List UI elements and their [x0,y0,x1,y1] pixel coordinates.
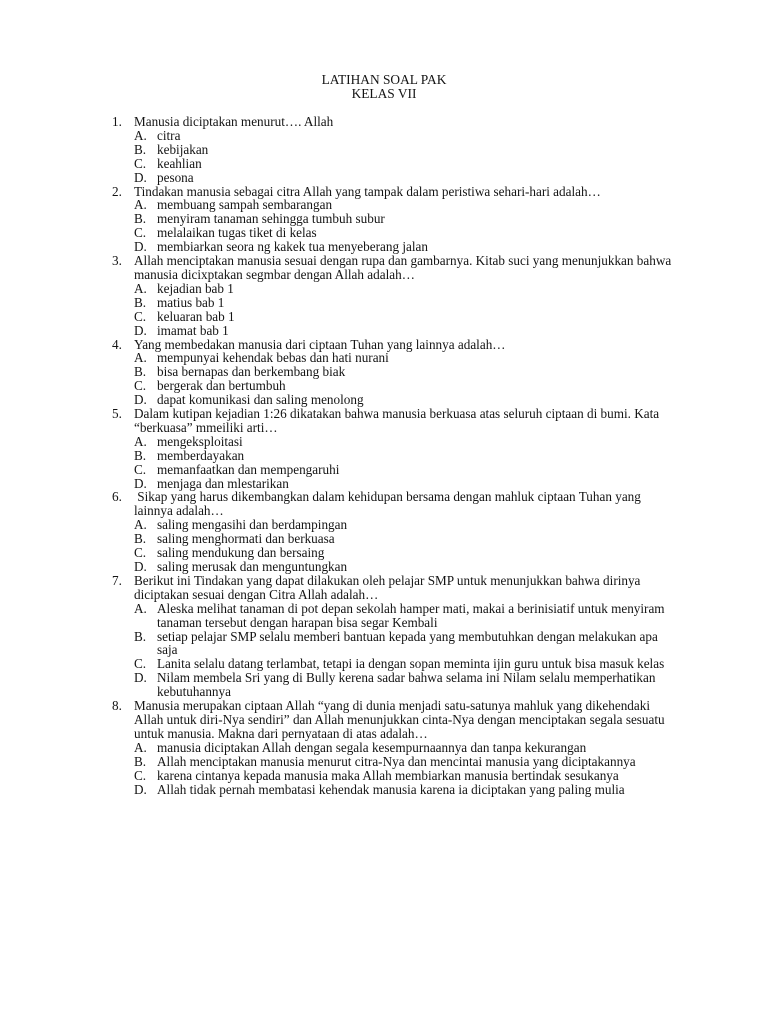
document-subtitle: KELAS VII [351,86,417,101]
option-c [134,546,672,560]
question-text: Tindakan manusia sebagai citra Allah yang tampak dalam peristiwa sehari-hari adalah… [134,183,601,199]
question-number: 8. [112,698,122,714]
option-text: citra [157,127,181,143]
option-letter: D. [134,239,147,255]
option-letter: D. [134,670,147,686]
question-text: Sikap yang harus dikembangkan dalam kehidupan bersama dengan mahluk ciptaan Tuhan yang lainnya adalah… [134,489,645,519]
option-letter: D. [134,322,147,338]
option-a [134,518,672,532]
option-text: keluaran bab 1 [157,308,235,324]
option-text: dapat komunikasi dan saling menolong [157,392,364,408]
question-text: Allah menciptakan manusia sesuai dengan rupa dan gambarnya. Kitab suci yang menunjukkan bahwa manusia dicixptakan segmbar dengan Allah adalah… [134,253,672,282]
option-letter: C. [134,225,147,241]
option-letter: B. [134,211,147,227]
option-a [134,198,672,212]
option-b [134,755,672,769]
option-a [134,741,672,755]
option-letter: B. [134,447,147,463]
option-letter: B. [134,753,147,769]
option-d [134,171,672,185]
option-text: memanfaatkan dan mempengaruhi [157,461,340,477]
question-2 [112,185,672,255]
option-c [134,310,672,324]
option-letter: B. [134,364,147,380]
question-text: Dalam kutipan kejadian 1:26 dikatakan bahwa manusia berkuasa atas seluruh ciptaan di bumi. Kata “berkuasa” mmeiliki arti… [134,406,660,435]
question-3 [112,254,672,337]
question-number: 6. [112,489,122,505]
option-b [134,212,672,226]
question-1 [112,115,672,185]
option-text: saling mendukung dan bersaing [157,545,325,561]
question-number: 2. [112,183,122,199]
option-text: melalaikan tugas tiket di kelas [157,225,317,241]
option-text: setiap pelajar SMP selalu memberi bantuan kepada yang membutuhkan dengan melakukan apa saja [157,628,658,658]
option-c [134,379,672,393]
option-letter: D. [134,781,147,797]
option-text: Allah tidak pernah membatasi kehendak manusia karena ia diciptakan yang paling mulia [157,781,625,797]
option-letter: D. [134,475,147,491]
option-letter: B. [134,628,147,644]
option-text: membuang sampah sembarangan [157,197,333,213]
option-letter: A. [134,433,147,449]
question-text: Yang membedakan manusia dari ciptaan Tuhan yang lainnya adalah… [134,336,506,352]
option-a [134,435,672,449]
option-text: kejadian bab 1 [157,280,234,296]
option-text: memberdayakan [157,447,245,463]
option-text: imamat bab 1 [157,322,229,338]
question-number: 4. [112,336,122,352]
option-d [134,324,672,338]
option-text: mempunyai kehendak bebas dan hati nurani [157,350,389,366]
option-b [134,365,672,379]
option-d [134,393,672,407]
option-letter: B. [134,141,147,157]
question-7 [112,574,672,699]
option-d [134,477,672,491]
option-d [134,240,672,254]
option-text: keahlian [157,155,202,171]
question-number: 5. [112,406,122,422]
option-text: bergerak dan bertumbuh [157,378,286,394]
option-d [134,671,672,699]
option-letter: B. [134,531,147,547]
question-text: Berikut ini Tindakan yang dapat dilakukan oleh pelajar SMP untuk menunjukkan bahwa dirinya diciptakan sesuai dengan Citra Allah adalah… [134,572,641,602]
option-b [134,296,672,310]
option-letter: C. [134,767,147,783]
question-5 [112,407,672,490]
option-c [134,226,672,240]
question-list [112,115,672,796]
option-letter: A. [134,600,147,616]
option-letter: A. [134,739,147,755]
option-letter: D. [134,169,147,185]
option-b [134,532,672,546]
option-d [134,783,672,797]
option-text: karena cintanya kepada manusia maka Allah membiarkan manusia bertindak sesukanya [157,767,619,783]
option-a [134,282,672,296]
option-text: saling menghormati dan berkuasa [157,531,335,547]
question-text: Manusia diciptakan menurut…. Allah [134,114,334,129]
option-letter: A. [134,517,147,533]
option-text: menyiram tanaman sehingga tumbuh subur [157,211,385,227]
option-letter: C. [134,656,147,672]
option-letter: D. [134,559,147,574]
option-letter: C. [134,155,147,171]
question-6 [112,490,672,573]
option-a [134,129,672,143]
option-letter: C. [134,545,147,561]
question-number: 1. [112,114,122,129]
option-b [134,143,672,157]
option-c [134,769,672,783]
option-text: Lanita selalu datang terlambat, tetapi ia dengan sopan meminta ijin guru untuk bisa masuk kelas [157,656,665,672]
option-text: menjaga dan mlestarikan [157,475,289,491]
option-letter: D. [134,392,147,408]
option-letter: C. [134,378,147,394]
option-letter: C. [134,308,147,324]
question-number: 3. [112,253,122,269]
option-letter: A. [134,127,147,143]
option-text: matius bab 1 [157,294,225,310]
option-text: Aleska melihat tanaman di pot depan sekolah hamper mati, makai a berinisiatif untuk menyiram tanaman tersebut dengan harapan bisa segar Kembali [157,600,665,630]
document-title: LATIHAN SOAL PAK [321,72,447,87]
option-text: membiarkan seora ng kakek tua menyeberang jalan [157,239,428,255]
option-text: Nilam membela Sri yang di Bully kerena sadar bahwa selama ini Nilam selalu memperhatikan kebutuhannya [157,670,656,700]
option-c [134,657,672,671]
option-letter: C. [134,461,147,477]
question-text: Manusia merupakan ciptaan Allah “yang di dunia menjadi satu-satunya mahluk yang dikehendaki Allah untuk diri-Nya sendiri” dan Allah menunjukkan cinta-Nya dengan menciptakan segala sesuatu untuk manusia. Makna dari pernyataan di atas adalah… [134,698,665,741]
question-8 [112,699,672,796]
option-letter: A. [134,280,147,296]
option-text: saling mengasihi dan berdampingan [157,517,348,533]
option-letter: A. [134,197,147,213]
option-text: pesona [157,169,194,185]
option-text: mengeksploitasi [157,433,243,449]
option-b [134,630,672,658]
option-letter: A. [134,350,147,366]
option-b [134,449,672,463]
option-a [134,351,672,365]
question-4 [112,338,672,408]
option-text: kebijakan [157,141,209,157]
question-number: 7. [112,572,122,588]
option-d [134,560,672,574]
option-text: manusia diciptakan Allah dengan segala kesempurnaannya dan tanpa kekurangan [157,739,587,755]
option-letter: B. [134,294,147,310]
option-text: Allah menciptakan manusia menurut citra-Nya dan mencintai manusia yang diciptakannya [157,753,636,769]
option-c [134,463,672,477]
option-text: bisa bernapas dan berkembang biak [157,364,346,380]
option-c [134,157,672,171]
option-a [134,602,672,630]
option-text: saling merusak dan menguntungkan [157,559,348,574]
